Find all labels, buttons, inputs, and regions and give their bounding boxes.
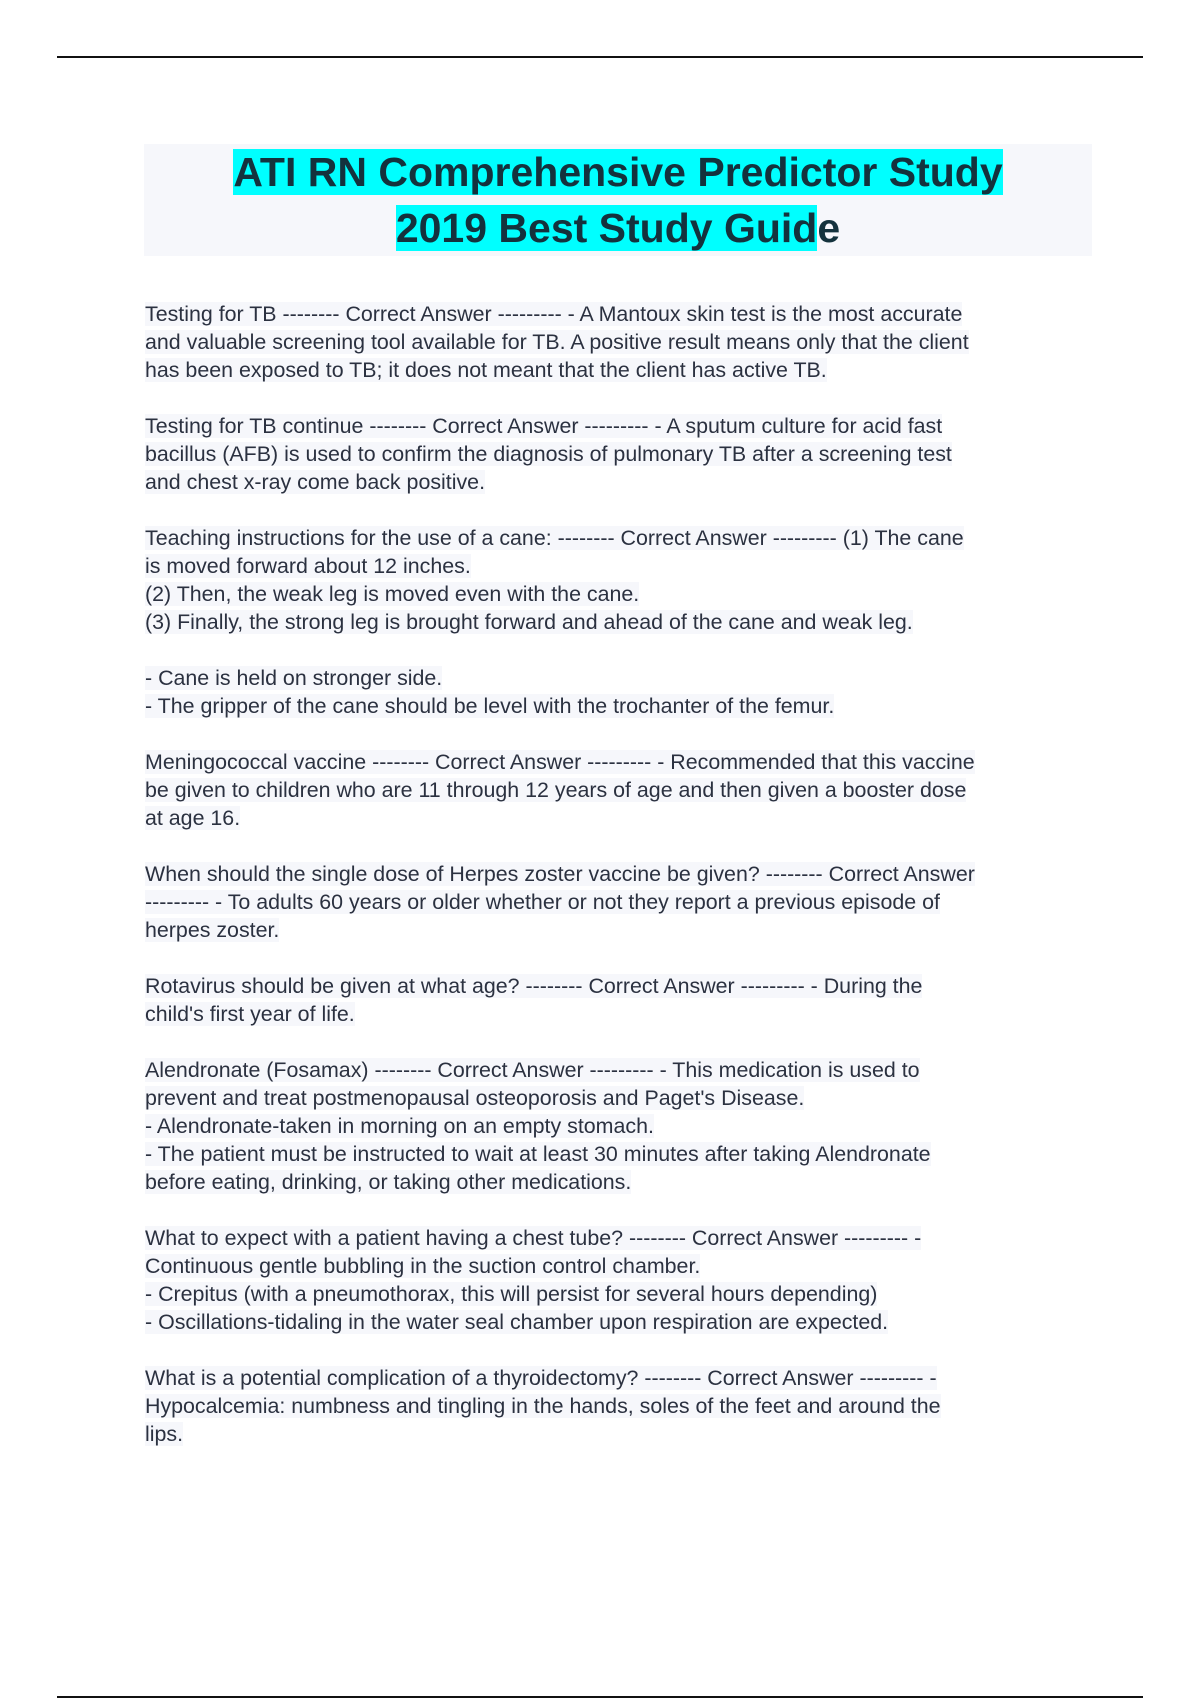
qa-entry: [145, 972, 1095, 1028]
title-line-2-highlight: 2019 Best Study Guid: [395, 205, 818, 251]
qa-entry-line-text: herpes zoster.: [145, 918, 280, 942]
qa-entry-line-text: - Oscillations-tidaling in the water seal chamber upon respiration are expected.: [145, 1310, 889, 1334]
qa-entry-line-text: Hypocalcemia: numbness and tingling in the hands, soles of the feet and around the: [145, 1394, 941, 1418]
qa-entry-line: [145, 524, 1095, 552]
title-line-1-highlight: ATI RN Comprehensive Predictor Study: [233, 149, 1003, 195]
qa-entry-line: [145, 1140, 1095, 1168]
qa-entry-line-text: Continuous gentle bubbling in the suction control chamber.: [145, 1254, 701, 1278]
qa-entry-line-text: prevent and treat postmenopausal osteoporosis and Paget's Disease.: [145, 1086, 805, 1110]
qa-entry-line: [145, 440, 1095, 468]
qa-entry-line-text: Rotavirus should be given at what age? -------- Correct Answer --------- - During the: [145, 974, 923, 998]
qa-entry-line: [145, 1420, 1095, 1448]
qa-entry-line-text: When should the single dose of Herpes zoster vaccine be given? -------- Correct Answer: [145, 862, 975, 886]
qa-entry-line-text: - Cane is held on stronger side.: [145, 666, 443, 690]
qa-entry: [145, 664, 1095, 720]
qa-entry-line: [145, 1280, 1095, 1308]
qa-entry: [145, 300, 1095, 384]
qa-entry: [145, 412, 1095, 496]
qa-entry-line-text: is moved forward about 12 inches.: [145, 554, 471, 578]
qa-entry-line: [145, 860, 1095, 888]
qa-entry: [145, 1364, 1095, 1448]
qa-entry-line-text: and valuable screening tool available for TB. A positive result means only that the client: [145, 330, 969, 354]
qa-entry-line: [145, 1056, 1095, 1084]
qa-entry-line: [145, 1000, 1095, 1028]
qa-entry-line-text: --------- - To adults 60 years or older whether or not they report a previous episode of: [145, 890, 940, 914]
qa-entry-line-text: (3) Finally, the strong leg is brought forward and ahead of the cane and weak leg.: [145, 610, 913, 634]
qa-entry-line: [145, 748, 1095, 776]
qa-entry-line-text: before eating, drinking, or taking other medications.: [145, 1170, 632, 1194]
qa-entry-line: [145, 1168, 1095, 1196]
title-line-1: [144, 144, 1092, 200]
qa-entry-line-text: Meningococcal vaccine -------- Correct Answer --------- - Recommended that this vaccine: [145, 750, 975, 774]
qa-entry-line-text: Alendronate (Fosamax) -------- Correct Answer --------- - This medication is used to: [145, 1058, 920, 1082]
qa-entry-line-text: lips.: [145, 1422, 184, 1446]
qa-entry-line: [145, 692, 1095, 720]
qa-entry-line-text: bacillus (AFB) is used to confirm the diagnosis of pulmonary TB after a screening test: [145, 442, 952, 466]
header-rule: [57, 56, 1143, 58]
qa-entry-line-text: and chest x-ray come back positive.: [145, 470, 486, 494]
qa-entry-line: [145, 356, 1095, 384]
qa-entry-line-text: be given to children who are 11 through 12 years of age and then given a booster dose: [145, 778, 967, 802]
qa-entry-line: [145, 1252, 1095, 1280]
qa-entry-line-text: What to expect with a patient having a chest tube? -------- Correct Answer --------- -: [145, 1226, 922, 1250]
qa-entry-line: [145, 1392, 1095, 1420]
qa-entry-line-text: - The patient must be instructed to wait at least 30 minutes after taking Alendronate: [145, 1142, 931, 1166]
qa-entry-line-text: at age 16.: [145, 806, 241, 830]
title-line-2-tail: e: [817, 205, 841, 251]
qa-entry-line-text: Testing for TB -------- Correct Answer --------- - A Mantoux skin test is the most accurate: [145, 302, 963, 326]
qa-entry: [145, 748, 1095, 832]
qa-list: [145, 300, 1095, 1476]
qa-entry-line-text: - The gripper of the cane should be level with the trochanter of the femur.: [145, 694, 835, 718]
footer-rule: [57, 1696, 1143, 1698]
qa-entry: [145, 860, 1095, 944]
qa-entry-line: [145, 972, 1095, 1000]
document-title: [144, 144, 1092, 256]
qa-entry-line-text: has been exposed to TB; it does not meant that the client has active TB.: [145, 358, 827, 382]
qa-entry-line: [145, 468, 1095, 496]
qa-entry-line: [145, 916, 1095, 944]
qa-entry-line: [145, 1224, 1095, 1252]
qa-entry-line-text: Testing for TB continue -------- Correct Answer --------- - A sputum culture for acid fast: [145, 414, 943, 438]
qa-entry-line: [145, 412, 1095, 440]
qa-entry-line: [145, 776, 1095, 804]
qa-entry-line: [145, 328, 1095, 356]
qa-entry-line: [145, 1308, 1095, 1336]
qa-entry-line: [145, 804, 1095, 832]
qa-entry-line: [145, 1084, 1095, 1112]
qa-entry-line-text: child's first year of life.: [145, 1002, 355, 1026]
qa-entry: [145, 1056, 1095, 1196]
qa-entry-line-text: - Alendronate-taken in morning on an empty stomach.: [145, 1114, 654, 1138]
qa-entry-line: [145, 552, 1095, 580]
qa-entry-line-text: Teaching instructions for the use of a cane: -------- Correct Answer --------- (1) The cane: [145, 526, 964, 550]
qa-entry-line: [145, 580, 1095, 608]
qa-entry-line: [145, 888, 1095, 916]
qa-entry-line-text: What is a potential complication of a thyroidectomy? -------- Correct Answer --------- -: [145, 1366, 937, 1390]
qa-entry-line-text: (2) Then, the weak leg is moved even with the cane.: [145, 582, 640, 606]
qa-entry-line: [145, 1112, 1095, 1140]
title-line-2: [144, 200, 1092, 256]
qa-entry-line: [145, 300, 1095, 328]
qa-entry: [145, 1224, 1095, 1336]
qa-entry-line-text: - Crepitus (with a pneumothorax, this will persist for several hours depending): [145, 1282, 878, 1306]
qa-entry: [145, 524, 1095, 636]
qa-entry-line: [145, 1364, 1095, 1392]
qa-entry-line: [145, 664, 1095, 692]
qa-entry-line: [145, 608, 1095, 636]
